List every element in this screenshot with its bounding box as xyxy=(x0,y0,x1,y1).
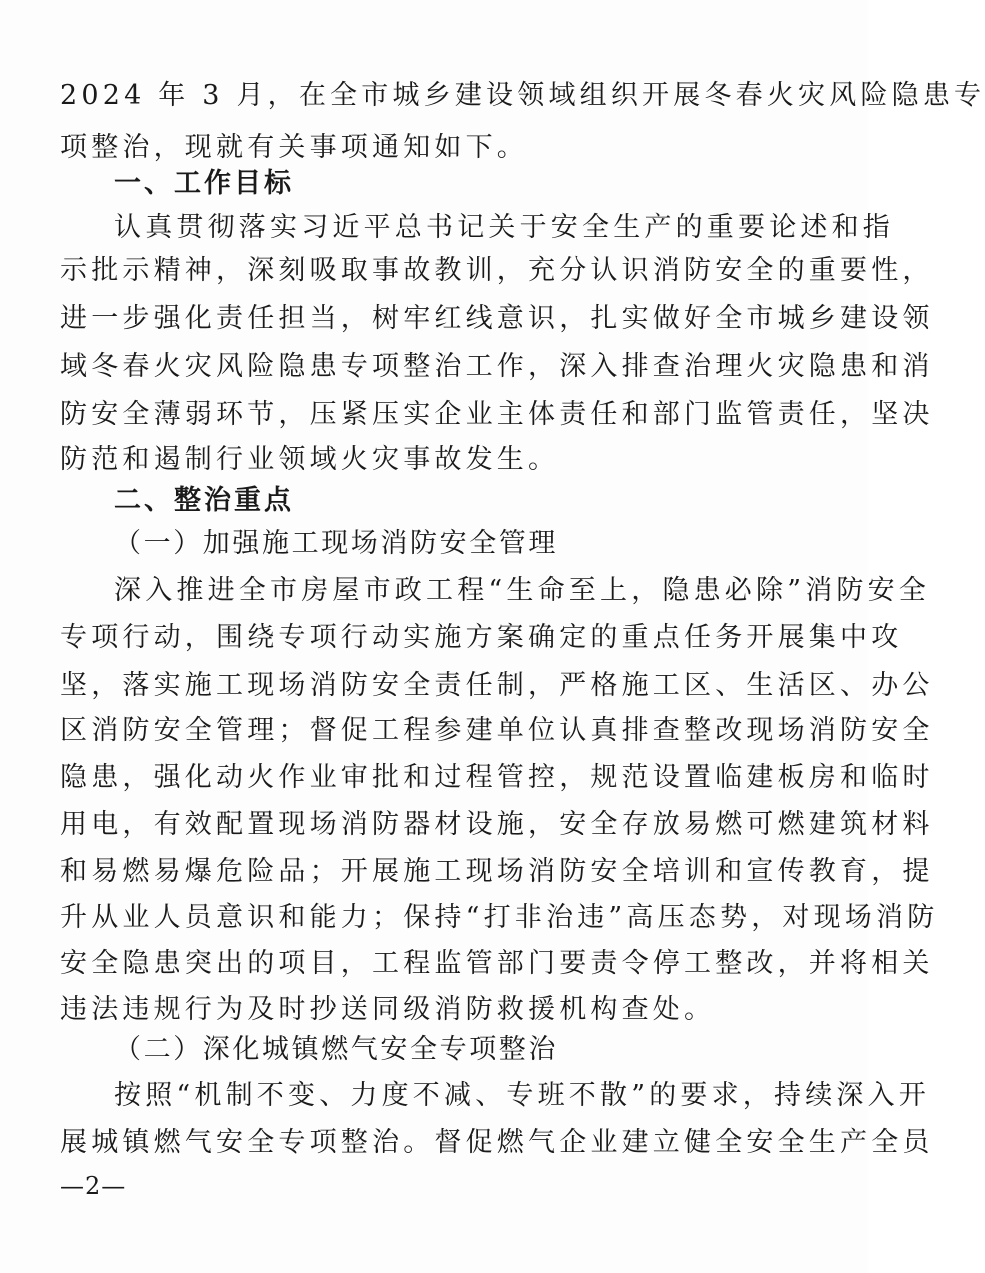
body-text-line: 防范和遏制行业领域火灾事故发生。 xyxy=(60,444,560,475)
body-text-line: 用电，有效配置现场消防器材设施，安全存放易燃可燃建筑材料 xyxy=(60,809,934,840)
subsection-heading-gas-safety: （二）深化城镇燃气安全专项整治 xyxy=(114,1034,558,1065)
body-text-line: 和易燃易爆危险品；开展施工现场消防安全培训和宣传教育，提 xyxy=(60,856,934,887)
body-text-line: 展城镇燃气安全专项整治。督促燃气企业建立健全安全生产全员 xyxy=(60,1127,934,1158)
body-text-line: 防安全薄弱环节，压紧压实企业主体责任和部门监管责任，坚决 xyxy=(60,399,934,430)
body-text-line: 升从业人员意识和能力；保持“打非治违”高压态势，对现场消防 xyxy=(60,902,939,933)
body-text-line: 安全隐患突出的项目，工程监管部门要责令停工整改，并将相关 xyxy=(60,948,934,979)
page-number: —2— xyxy=(60,1172,127,1200)
section-heading-work-goal: 一、工作目标 xyxy=(114,168,294,199)
body-text-line: 示批示精神，深刻吸取事故教训，充分认识消防安全的重要性， xyxy=(60,255,934,286)
body-text-line: 项整治，现就有关事项通知如下。 xyxy=(60,132,528,163)
body-text-line: 域冬春火灾风险隐患专项整治工作，深入排查治理火灾隐患和消 xyxy=(60,351,934,382)
body-text-line: 区消防安全管理；督促工程参建单位认真排查整改现场消防安全 xyxy=(60,715,934,746)
body-text-line: 2024 年 3 月，在全市城乡建设领域组织开展冬春火灾风险隐患专 xyxy=(60,80,985,111)
body-text-line: 专项行动，围绕专项行动实施方案确定的重点任务开展集中攻 xyxy=(60,622,903,653)
section-heading-rectification-focus: 二、整治重点 xyxy=(114,485,294,516)
body-text-line: 违法违规行为及时抄送同级消防救援机构查处。 xyxy=(60,994,716,1025)
body-text-line: 坚，落实施工现场消防安全责任制，严格施工区、生活区、办公 xyxy=(60,670,934,701)
body-text-line: 认真贯彻落实习近平总书记关于安全生产的重要论述和指 xyxy=(114,212,894,243)
body-text-line: 隐患，强化动火作业审批和过程管控，规范设置临建板房和临时 xyxy=(60,762,934,793)
body-text-line: 按照“机制不变、力度不减、专班不散”的要求，持续深入开 xyxy=(114,1080,931,1111)
body-text-line: 深入推进全市房屋市政工程“生命至上，隐患必除”消防安全 xyxy=(114,575,931,606)
body-text-line: 进一步强化责任担当，树牢红线意识，扎实做好全市城乡建设领 xyxy=(60,303,934,334)
subsection-heading-construction-site: （一）加强施工现场消防安全管理 xyxy=(114,528,558,559)
